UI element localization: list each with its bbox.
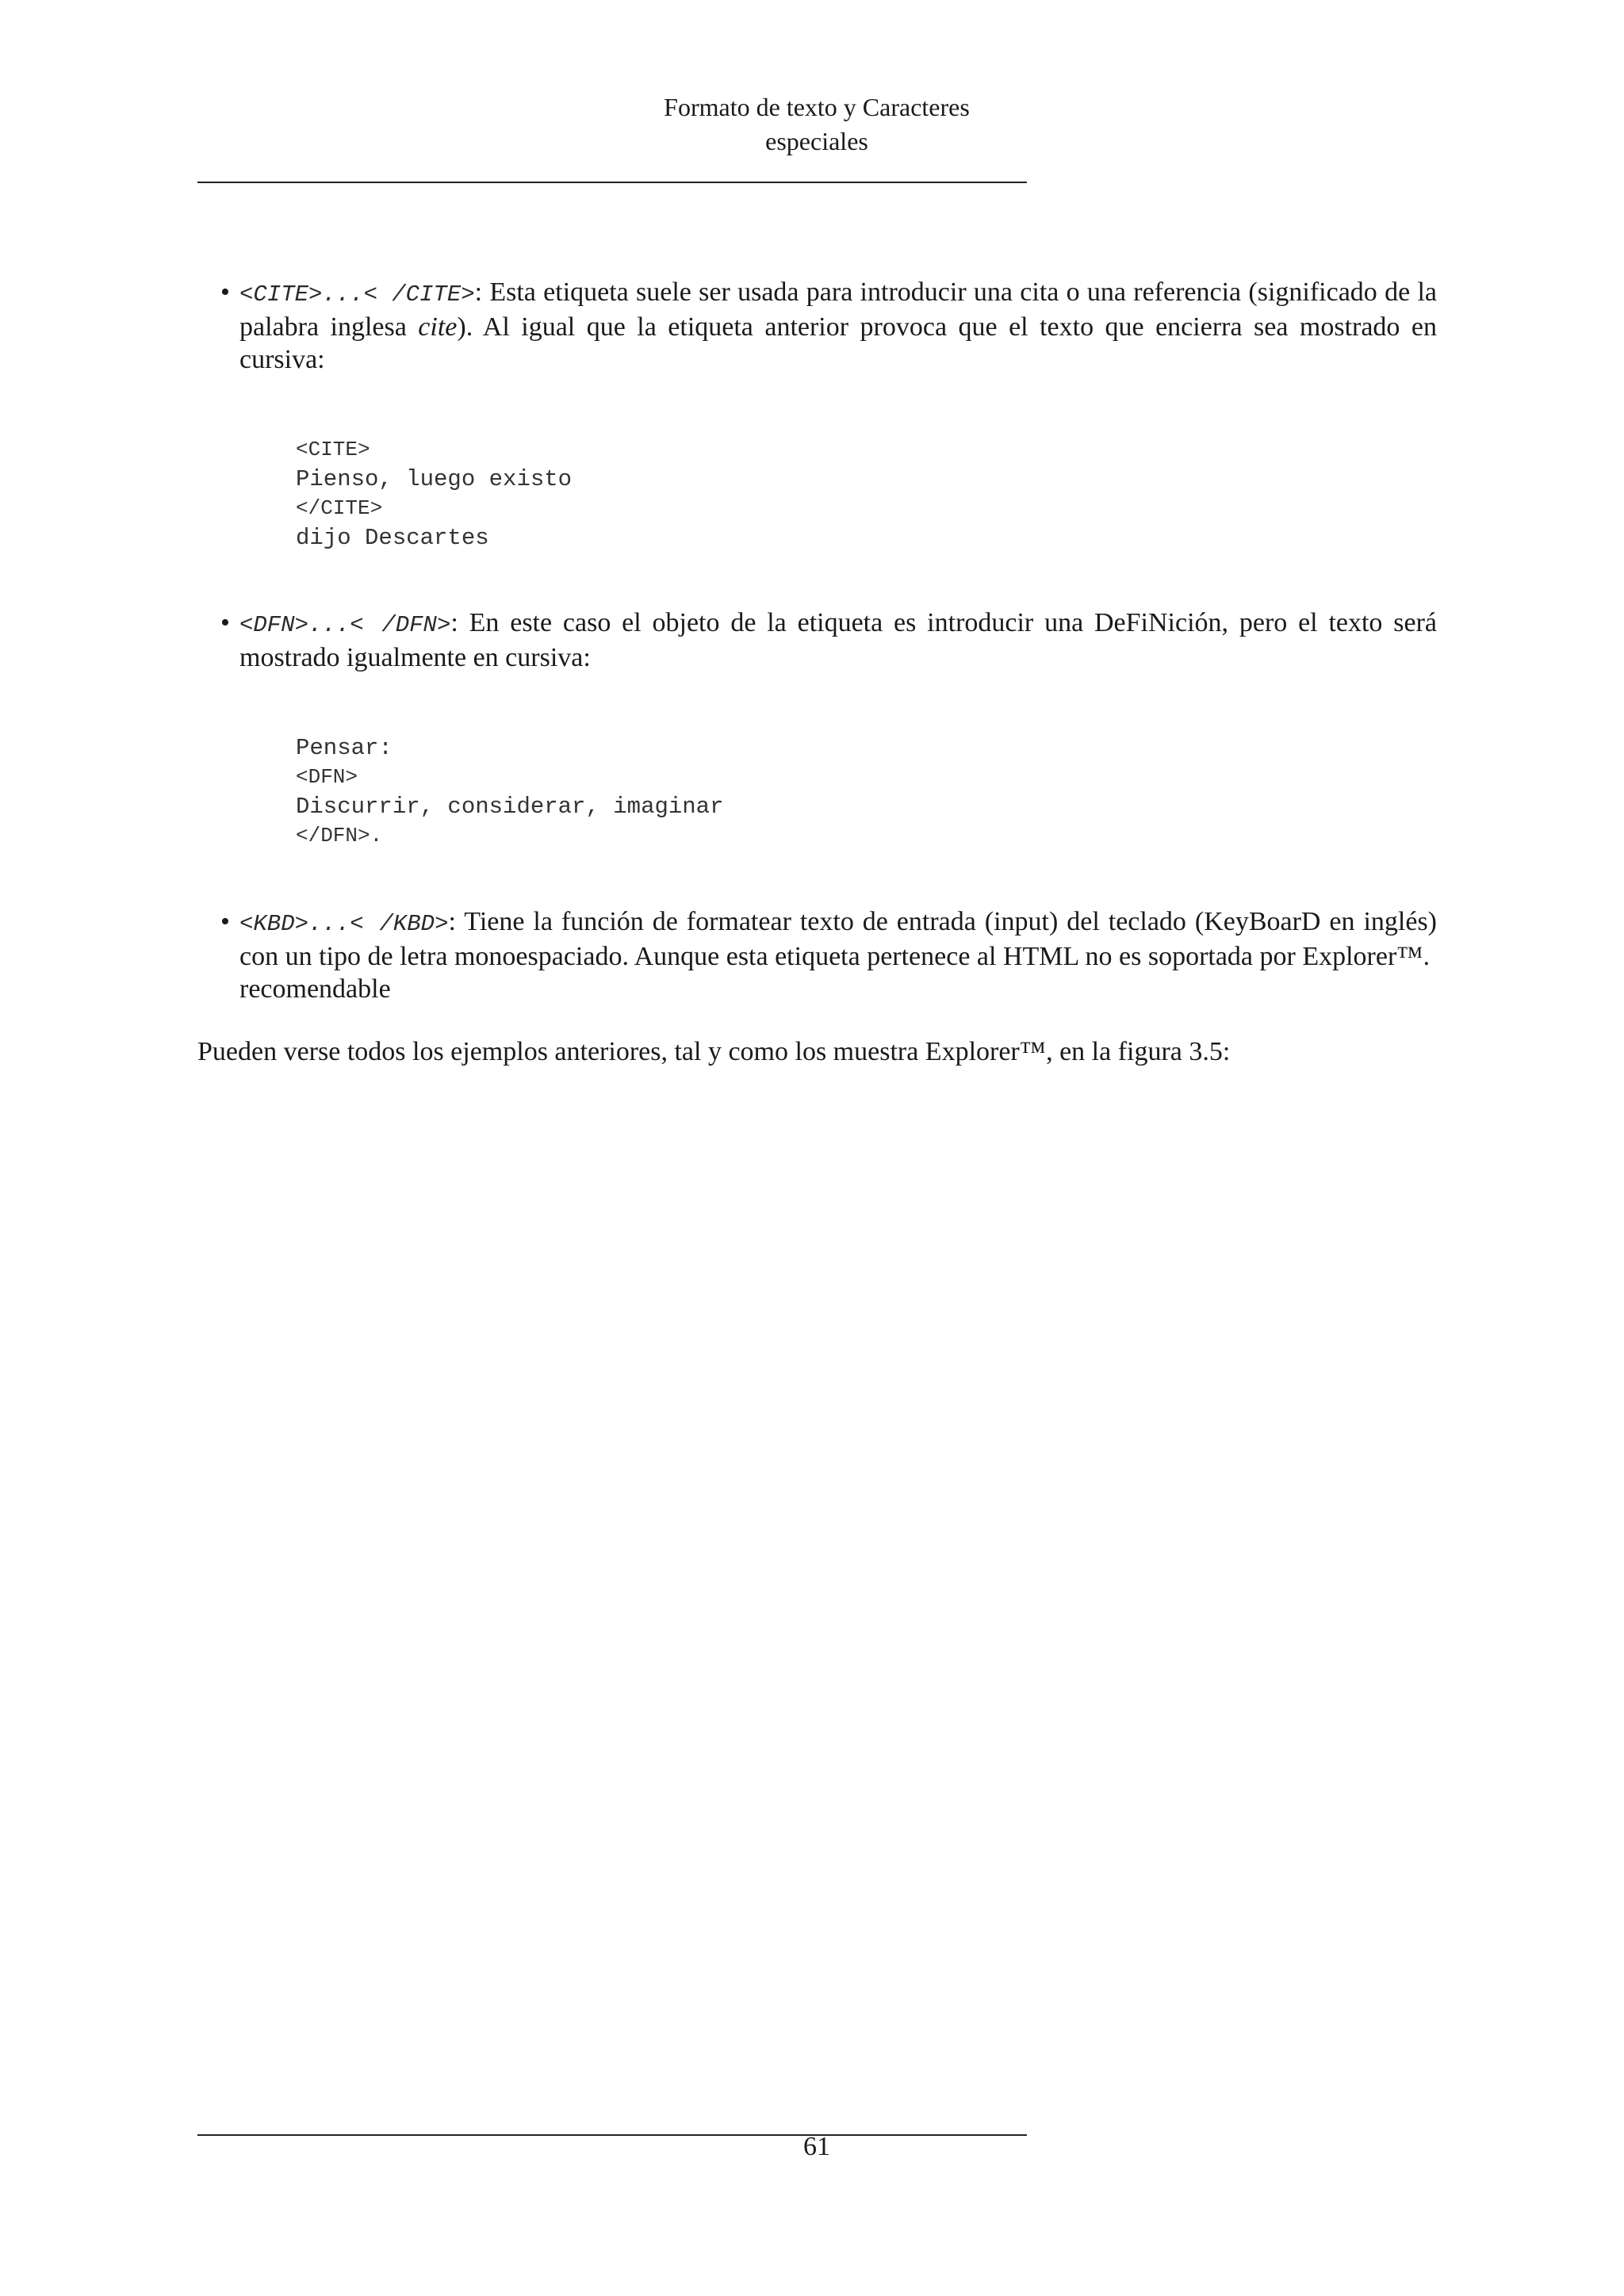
list-item-text [239,607,1437,674]
list-item-text [239,905,1437,1005]
code-line: Pienso, luego existo [296,466,573,492]
text-segment: : En este caso el objeto de la etiqueta es introducir una DeFiNición, pero el texto será mostrado igualmente en cursiva: [239,608,1437,672]
emphasis: cite [418,312,458,342]
code-line: </CITE> [296,496,383,520]
list-item-cite [220,276,1437,376]
tag-name: <CITE>...< /CITE> [239,281,475,308]
tag-name: <DFN>...< /DFN> [239,612,451,638]
header-line-2: especiales [765,127,868,155]
running-header [650,90,983,159]
code-line: <DFN> [296,765,358,789]
header-line-1: Formato de texto y Caracteres [664,93,970,121]
tag-name: <KBD>...< /KBD> [239,911,449,937]
footer-rule [197,2134,1027,2136]
text-segment: recomendable [239,974,391,1004]
bullet-marker: • [220,907,230,936]
code-example-cite [296,435,572,553]
page-number: 61 [803,2132,830,2161]
bullet-marker: • [220,608,230,637]
code-line: Pensar: [296,735,393,761]
code-line: dijo Descartes [296,525,489,551]
list-item-dfn [220,607,1437,674]
text-segment: : Esta etiqueta suele ser usada para introducir una cita o una referencia (significado de la palabra inglesa [239,277,1437,342]
bullet-marker: • [220,277,230,307]
code-example-dfn [296,733,724,851]
text-segment: ). Al igual que la etiqueta anterior provoca que el texto que encierra sea mostrado en cursiva: [239,312,1437,374]
header-rule [197,182,1027,183]
text-segment: : Tiene la función de formatear texto de entrada (input) del teclado (KeyBoarD en inglés) con un tipo de letra monoespaciado. Aunque esta etiqueta pertenece al HTML no es soportada por Explorer™. [239,907,1438,971]
code-line: </DFN>. [296,824,383,848]
code-line: <CITE> [296,438,370,461]
closing-paragraph: Pueden verse todos los ejemplos anteriores, tal y como los muestra Explorer™, en la figura 3.5: [197,1037,1231,1066]
list-item-kbd [220,905,1437,1005]
list-item-text [239,276,1437,376]
code-line: Discurrir, considerar, imaginar [296,794,724,820]
